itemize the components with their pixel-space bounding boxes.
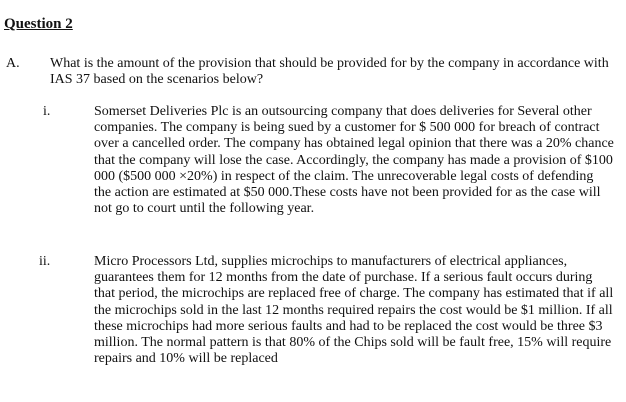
- item-text-i: Somerset Deliveries Plc is an outsourcing company that does deliveries for Several other companies. The company is being sued by a customer for $ 500 000 for breach of contract over a cancelled order. The company has obtained legal opinion that there was a 20% chance that the company will lose the case. Accordingly, the company has made a provision of $100 000 ($500 000 ×20%) in respect of the claim. The unrecoverable legal costs of defending the action are estimated at $50 000.These costs have not been provided for as the case will not go to court until the following year.: [94, 104, 614, 217]
- section-letter: A.: [6, 56, 20, 71]
- item-numeral-i: i.: [43, 104, 51, 119]
- question-title: Question 2: [4, 16, 73, 32]
- item-numeral-ii: ii.: [39, 254, 51, 269]
- item-text-ii: Micro Processors Ltd, supplies microchips to manufacturers of electrical appliances, guarantees them for 12 months from the date of purchase. If a serious fault occurs during that period, the microchips are replaced free of charge. The company has estimated that if all the microchips sold in the last 12 months required repairs the cost would be $1 million. If all these microchips had more serious faults and had to be replaced the cost would be three $3 million. The normal pattern is that 80% of the Chips sold will be fault free, 15% will require repairs and 10% will be replaced: [94, 254, 614, 367]
- section-prompt: What is the amount of the provision that should be provided for by the company in accordance with IAS 37 based on the scenarios below?: [50, 56, 609, 87]
